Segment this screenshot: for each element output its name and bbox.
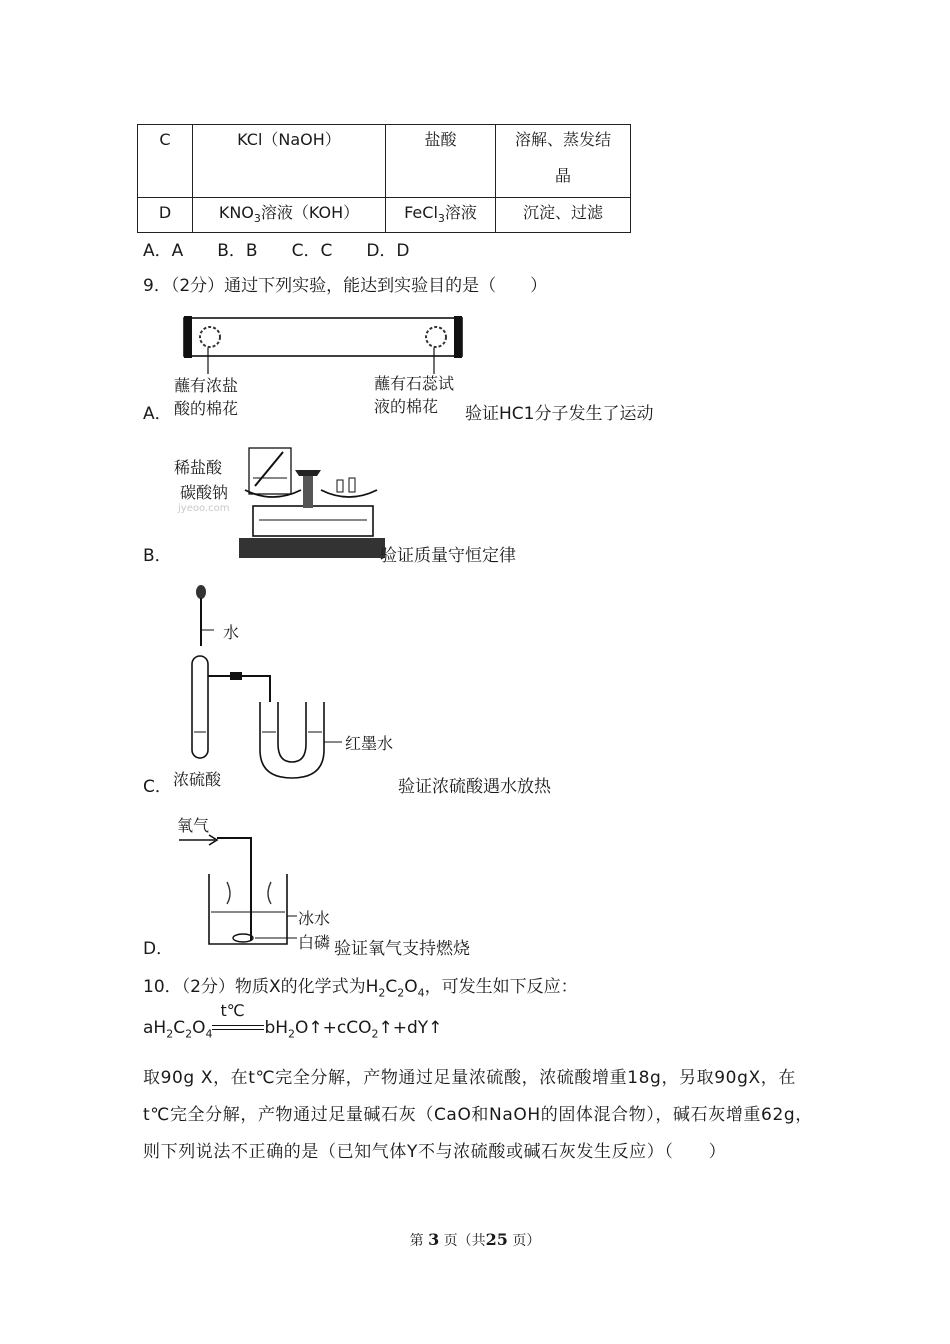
- table-cell-option: C: [138, 125, 193, 198]
- test-tube-c: [192, 656, 208, 758]
- balance-pillar: [303, 472, 313, 508]
- q10-stem: 10．（2分）物质X的化学式为$H_2C_2O_4$，可发生如下反应：: [143, 977, 578, 1000]
- left-stopper: [184, 316, 192, 358]
- label-ice-water: 冰水: [298, 909, 331, 928]
- u-tube-outer: [260, 702, 324, 778]
- q8-answer-choices: A．A B．B C．C D．D: [143, 241, 410, 261]
- label-oxygen: 氧气: [177, 816, 210, 835]
- q9-option-c-text: 验证浓硫酸遇水放热: [398, 777, 551, 797]
- glass-tube: [184, 318, 462, 356]
- label-hcl-cotton-1: 蘸有浓盐: [174, 376, 239, 395]
- label-water: 水: [223, 623, 240, 642]
- balance-base: [239, 538, 385, 558]
- cotton-left: [200, 327, 220, 347]
- page-footer: 第 3 页（共25 页）: [409, 1230, 541, 1249]
- cotton-right: [426, 327, 446, 347]
- weight-2: [349, 478, 355, 492]
- table-cell-reagent: 盐酸: [386, 125, 496, 198]
- weight-1: [337, 480, 343, 492]
- q9-option-a-letter: A．: [143, 404, 172, 424]
- label-dilute-hcl: 稀盐酸: [174, 458, 223, 477]
- table-cell-method: 沉淀、过滤: [496, 198, 631, 233]
- label-red-ink: 红墨水: [345, 734, 394, 753]
- table-cell-substance: $KNO_3$溶液（KOH）: [193, 198, 386, 233]
- reaction-condition: t℃: [212, 1023, 264, 1033]
- oxygen-tube: [217, 838, 251, 940]
- vapor-lines: [227, 882, 271, 904]
- q9-option-a-text: 验证HC1分子发生了运动: [465, 404, 654, 424]
- test-tube: [255, 452, 283, 486]
- beaker-oxygen-diagram: [175, 818, 305, 958]
- table-cell-method: 溶解、蒸发结 晶: [496, 125, 631, 198]
- options-table: [137, 124, 631, 233]
- table-cell-substance: KCl（NaOH）: [193, 125, 386, 198]
- q9-option-b-letter: B．: [143, 546, 172, 566]
- table-cell-option: D: [138, 198, 193, 233]
- balance-diagram: [225, 440, 385, 562]
- q9-option-d-letter: D．: [143, 939, 174, 959]
- label-litmus-cotton-2: 液的棉花: [374, 397, 439, 416]
- q10-body: 取90g X，在t℃完全分解，产物通过足量浓硫酸，浓硫酸增重18g，另取90gX，在t℃完全分解，产物通过足量碱石灰（CaO和NaOH的固体混合物），碱石灰增重62g，则下列说法不正确的是（已知气体Y不与浓硫酸或碱石灰发生反应）（ ）: [143, 1068, 813, 1162]
- q9-option-d-text: 验证氧气支持燃烧: [334, 939, 470, 959]
- label-hcl-cotton-2: 酸的棉花: [174, 399, 239, 418]
- label-litmus-cotton-1: 蘸有石蕊试: [374, 374, 455, 393]
- balance-pointer-head: [295, 470, 321, 476]
- balance-body: [253, 506, 373, 536]
- table-cell-reagent: FeCl$_3$溶液: [386, 198, 496, 233]
- table-row: [138, 125, 631, 198]
- label-conc-sulfuric-acid: 浓硫酸: [173, 770, 222, 789]
- beaker: [249, 448, 291, 494]
- dropper-bulb: [196, 585, 206, 599]
- beaker-d: [209, 874, 287, 944]
- label-sodium-carbonate: 碳酸钠: [180, 483, 229, 502]
- q9-option-b-text: 验证质量守恒定律: [380, 546, 516, 566]
- right-stopper: [454, 316, 462, 358]
- q9-option-c-letter: C．: [143, 777, 172, 797]
- watermark: jyeoo.com: [178, 503, 230, 514]
- u-tube-inner: [278, 702, 306, 762]
- u-tube-diagram: [180, 582, 355, 782]
- q9-stem: 9．（2分）通过下列实验，能达到实验目的是（ ）: [143, 276, 548, 296]
- label-white-phosphorus: 白磷: [298, 933, 331, 952]
- table-row: [138, 198, 631, 233]
- rubber-joint: [230, 672, 242, 680]
- reaction-equation: $aH_2C_2O_4$ t℃ $bH_2O↑+cCO_2↑+dY↑$: [143, 1001, 443, 1041]
